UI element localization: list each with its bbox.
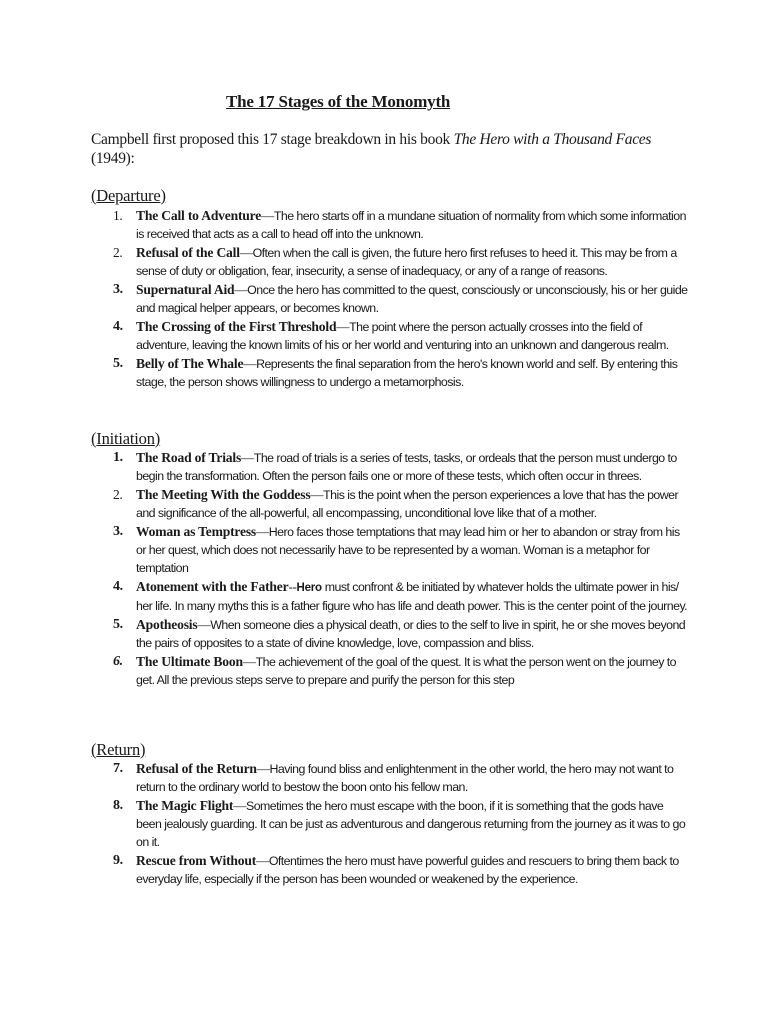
initiation-stage-list	[91, 449, 691, 689]
stage-number: 1.	[113, 450, 123, 465]
page-title: The 17 Stages of the Monomyth	[226, 92, 451, 111]
stage-item	[91, 760, 691, 796]
stage-separator: —	[243, 356, 257, 371]
stage-number: 2.	[113, 245, 123, 260]
stage-item	[91, 852, 691, 888]
stage-separator: —	[242, 654, 256, 669]
departure-stage-list	[91, 207, 691, 391]
heading-close-paren: )	[154, 429, 161, 448]
stage-number: 7.	[113, 761, 123, 776]
stage-item	[91, 616, 691, 652]
stage-separator: —	[256, 524, 269, 539]
stage-number: 5.	[113, 356, 123, 371]
heading-close-paren: )	[160, 186, 166, 205]
stage-description: Once the hero has committed to the quest, consciously or unconsciously, his or her guide and magical helper appears, or becomes known.	[136, 283, 688, 315]
stage-description: Oftentimes the hero must have powerful guides and rescuers to bring them back to everyday life, especially if the person has been wounded or weakened by the experience.	[136, 854, 679, 886]
stage-number: 3.	[113, 282, 123, 297]
stage-description: This is the point when the person experiences a love that has the power and significance of the all-powerful, all encompassing, unconditional love like that of a mother.	[136, 488, 679, 520]
heading-open-paren: (	[91, 740, 97, 759]
heading-close-paren: )	[140, 740, 146, 759]
stage-separator: —	[241, 450, 254, 465]
stage-item	[91, 486, 691, 522]
heading-label: Departure	[96, 186, 161, 205]
intro-paragraph	[91, 130, 691, 168]
stage-item	[91, 318, 691, 354]
stage-description: Often when the call is given, the future hero first refuses to heed it. This may be from a sense of duty or obligation, fear, insecurity, a sense of inadequacy, or any of a range of reasons.	[136, 246, 677, 278]
stage-separator: —	[261, 208, 274, 223]
stage-name: Refusal of the Call	[136, 245, 240, 260]
stage-item	[91, 281, 691, 317]
stage-name: The Magic Flight	[136, 798, 234, 813]
stage-name: The Meeting With the Goddess	[136, 487, 311, 502]
stage-item	[91, 207, 691, 243]
stage-number: 4.	[113, 319, 123, 334]
stage-item	[91, 578, 691, 615]
stage-separator: —	[336, 319, 350, 334]
stage-name: Woman as Temptress	[136, 524, 257, 539]
stage-name: Apotheosis	[136, 617, 198, 632]
stage-number: 4.	[113, 579, 123, 594]
stage-name: Belly of The Whale	[136, 356, 244, 371]
book-title: The Hero with a Thousand Faces	[453, 131, 652, 148]
intro-text: Campbell first proposed this 17 stage breakdown in his book	[91, 131, 454, 148]
stage-separator: —	[197, 617, 211, 632]
stage-description: Represents the final separation from the hero's known world and self. By entering this stage, the person shows willingness to undergo a metamorphosis.	[136, 357, 678, 389]
stage-number: 6.	[113, 654, 123, 669]
stage-separator: —	[256, 761, 270, 776]
stage-description: The hero starts off in a mundane situation of normality from which some information is received that acts as a call to head off into the unknown.	[136, 209, 686, 241]
stage-separator: —	[239, 245, 253, 260]
stage-number: 5.	[113, 617, 123, 632]
return-stage-list	[91, 760, 691, 888]
stage-name: The Road of Trials	[136, 450, 242, 465]
stage-name: The Call to Adventure	[136, 208, 262, 223]
section-heading-return	[91, 740, 145, 760]
heading-label: Initiation	[96, 429, 155, 448]
stage-description: must confront & be initiated by whatever holds the ultimate power in his/ her life. In many myths this is a father figure who has life and death power. This is the center point of the journey.	[136, 580, 688, 613]
stage-name: The Ultimate Boon	[136, 654, 243, 669]
stage-item	[91, 653, 691, 689]
stage-number: 8.	[113, 798, 123, 813]
stage-name: Refusal of the Return	[136, 761, 257, 776]
stage-description: The point where the person actually crosses into the field of adventure, leaving the known limits of his or her world and venturing into an unknown and dangerous realm.	[136, 320, 669, 352]
stage-number: 1.	[113, 208, 123, 223]
section-heading-initiation	[91, 429, 160, 449]
stage-separator: —	[234, 282, 248, 297]
heading-open-paren: (	[91, 186, 97, 205]
heading-open-paren: (	[91, 429, 97, 448]
stage-number: 2.	[113, 487, 123, 502]
stage-number: 9.	[113, 853, 123, 868]
stage-name: The Crossing of the First Threshold	[136, 319, 337, 334]
stage-item	[91, 797, 691, 851]
stage-description: Hero faces those temptations that may lead him or her to abandon or stray from his or her quest, which does not necessarily have to be represented by a woman. Woman is a metaphor for temptation	[136, 525, 680, 575]
stage-subject: Hero	[296, 582, 322, 594]
intro-year: (1949):	[91, 150, 135, 167]
heading-label: Return	[96, 740, 141, 759]
section-heading-departure	[91, 186, 166, 206]
stage-description: When someone dies a physical death, or dies to the self to live in spirit, he or she moves beyond the pairs of opposites to a state of divine knowledge, love, compassion and bliss.	[136, 618, 686, 650]
stage-description: Sometimes the hero must escape with the boon, if it is something that the gods have been jealously guarding. It can be just as adventurous and dangerous returning from the journey as it was to go on it.	[136, 799, 686, 849]
stage-separator: --	[288, 579, 297, 594]
stage-name: Atonement with the Father	[136, 579, 289, 594]
stage-item	[91, 244, 691, 280]
stage-description: The road of trials is a series of tests, tasks, or ordeals that the person must undergo to begin the transformation. Often the person fails one or more of these tests, which often occur in threes.	[136, 451, 677, 483]
stage-separator: —	[233, 798, 246, 813]
stage-name: Supernatural Aid	[136, 282, 235, 297]
stage-item	[91, 355, 691, 391]
stage-description: The achievement of the goal of the quest. It is what the person went on the journey to get. All the previous steps serve to prepare and purify the person for this step	[136, 655, 677, 687]
stage-separator: —	[310, 487, 324, 502]
stage-name: Rescue from Without	[136, 853, 257, 868]
stage-item	[91, 449, 691, 485]
stage-number: 3.	[113, 524, 123, 539]
stage-item	[91, 523, 691, 577]
stage-separator: —	[256, 853, 269, 868]
stage-description: Having found bliss and enlightenment in the other world, the hero may not want to return to the ordinary world to bestow the boon onto his fellow man.	[136, 762, 674, 794]
